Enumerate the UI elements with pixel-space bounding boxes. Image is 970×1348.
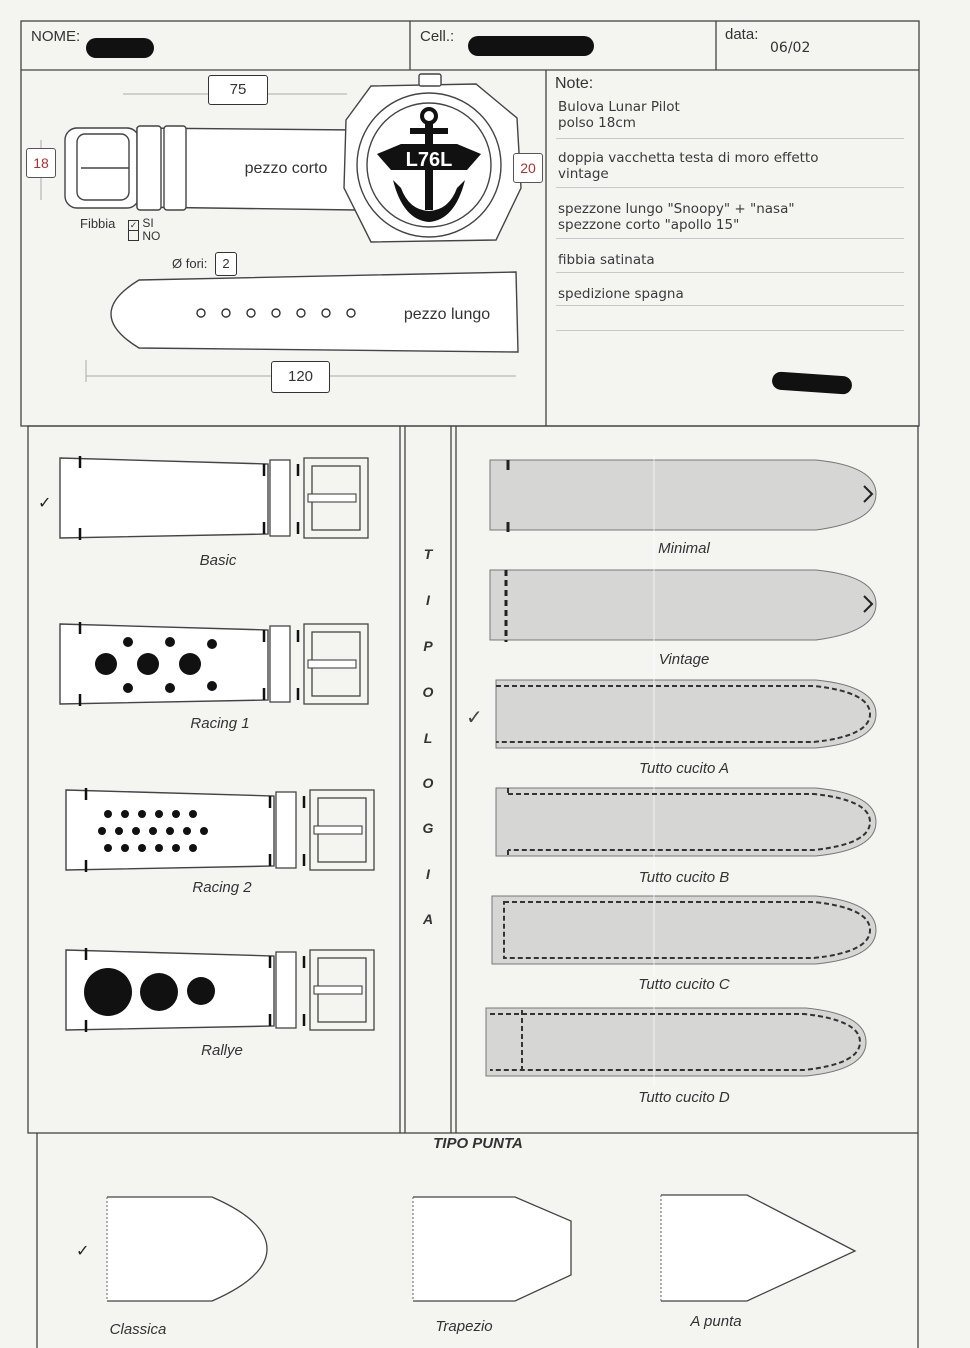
style-rallye-label[interactable]: Rallye	[201, 1042, 243, 1059]
tipologia-letter: G	[422, 820, 434, 836]
type-tutto-cucito-c-label[interactable]: Tutto cucito C	[638, 976, 730, 993]
perforation-dot	[183, 827, 191, 835]
note-line-2: polso 18cm	[558, 115, 636, 131]
redaction-name	[86, 38, 154, 58]
type-tutto-cucito-b-drawing	[496, 788, 876, 856]
perforation-dot	[115, 827, 123, 835]
tip-shapes	[37, 1133, 918, 1348]
perforation-dot	[121, 810, 129, 818]
perforation-dot	[172, 844, 180, 852]
note-line-8: spedizione spagna	[558, 286, 684, 302]
checkbox-empty-icon	[128, 230, 139, 241]
holes-label: Ø fori:	[172, 256, 208, 271]
checkbox-checked-icon: ✓	[129, 220, 138, 230]
type-minimal-drawing	[490, 460, 876, 530]
strap-styles	[28, 426, 400, 1133]
note-rule	[556, 272, 904, 273]
tipologia-letter: I	[426, 592, 430, 608]
tip-a-punta-label[interactable]: A punta	[690, 1313, 742, 1330]
type-tutto-cucito-b-label[interactable]: Tutto cucito B	[638, 869, 730, 886]
cell-label: Cell.:	[420, 28, 455, 45]
type-minimal-label[interactable]: Minimal	[658, 540, 710, 557]
type-tutto-cucito-a-drawing	[496, 680, 876, 748]
type-vintage-label[interactable]: Vintage	[658, 651, 710, 668]
note-rule	[556, 187, 904, 188]
lug-right-value: 20	[513, 153, 543, 183]
perforation-dot	[200, 827, 208, 835]
type-tutto-cucito-a-label[interactable]: Tutto cucito A	[638, 760, 730, 777]
perforation-dot	[189, 810, 197, 818]
note-rule	[556, 238, 904, 239]
perforation-dot	[149, 827, 157, 835]
redaction-cell	[468, 36, 594, 56]
buckle-yes-label: SI	[142, 216, 154, 230]
note-line-6: spezzone corto "apollo 15"	[558, 217, 740, 233]
notes-title: Note:	[555, 75, 594, 92]
tip-classica-label[interactable]: Classica	[109, 1321, 167, 1338]
style-racing-2-label[interactable]: Racing 2	[192, 879, 252, 896]
tipologia-drawings	[456, 426, 918, 1133]
lug-left-value: 18	[26, 148, 56, 178]
tip-check-icon: ✓	[76, 1243, 90, 1260]
style-check-icon: ✓	[38, 495, 52, 512]
tipologia-letter: O	[422, 775, 434, 791]
buckle-no-label: NO	[142, 229, 161, 243]
note-rule	[556, 305, 904, 306]
tipologia-letter: I	[426, 866, 430, 882]
length-bottom-value: 120	[271, 361, 330, 393]
tip-classica-drawing	[107, 1197, 267, 1301]
note-rule	[556, 330, 904, 331]
perforation-dot	[189, 844, 197, 852]
style-racing-1-label[interactable]: Racing 1	[190, 715, 250, 732]
note-line-1: Bulova Lunar Pilot	[558, 99, 680, 115]
tip-trapezio-label[interactable]: Trapezio	[435, 1318, 493, 1335]
type-tutto-cucito-d-label[interactable]: Tutto cucito D	[638, 1089, 730, 1106]
perforation-dot	[132, 827, 140, 835]
date-value: 06/02	[770, 40, 811, 56]
style-racing-2-drawing	[66, 788, 374, 872]
type-tutto-cucito-d-drawing	[486, 1008, 866, 1076]
type-tutto-cucito-c-drawing	[492, 896, 876, 964]
holes-value: 2	[215, 252, 237, 276]
perforation-dot	[138, 810, 146, 818]
note-line-3: doppia vacchetta testa di moro effetto	[558, 150, 819, 166]
tipologia-letter: L	[423, 730, 433, 746]
style-basic-label[interactable]: Basic	[199, 552, 237, 569]
style-basic-drawing	[60, 456, 368, 540]
note-rule	[556, 138, 904, 139]
buckle-label: Fibbia	[80, 216, 116, 231]
note-line-5: spezzone lungo "Snoopy" + "nasa"	[558, 201, 795, 217]
logo-text: L76L	[405, 149, 453, 171]
perforation-dot	[121, 844, 129, 852]
perforation-dot	[104, 844, 112, 852]
tipologia-letter: P	[423, 638, 433, 654]
note-line-4: vintage	[558, 166, 609, 182]
short-piece-label: pezzo corto	[244, 160, 328, 177]
buckle-no-option[interactable]	[128, 229, 160, 243]
note-line-7: fibbia satinata	[558, 252, 655, 268]
perforation-dot	[172, 810, 180, 818]
tipo-punta-title: TIPO PUNTA	[433, 1135, 523, 1152]
perforation-dot	[155, 810, 163, 818]
tip-a-punta-drawing	[661, 1195, 855, 1301]
long-piece-label: pezzo lungo	[403, 306, 491, 323]
width-top-value: 75	[208, 75, 268, 105]
perforation-dot	[98, 827, 106, 835]
perforation-dot	[166, 827, 174, 835]
perforation-dot	[138, 844, 146, 852]
tipologia-letter: O	[422, 684, 434, 700]
tipologia-letter: A	[422, 911, 434, 927]
tipologia-check-icon: ✓	[466, 707, 483, 729]
tipologia-letter: T	[423, 546, 433, 562]
name-label: NOME:	[31, 28, 81, 45]
style-racing-1-drawing	[60, 622, 368, 706]
date-label: data:	[725, 26, 759, 43]
type-vintage-drawing	[490, 570, 876, 640]
tip-trapezio-drawing	[413, 1197, 571, 1301]
perforation-dot	[104, 810, 112, 818]
style-rallye-drawing	[66, 948, 374, 1032]
perforation-dot	[155, 844, 163, 852]
